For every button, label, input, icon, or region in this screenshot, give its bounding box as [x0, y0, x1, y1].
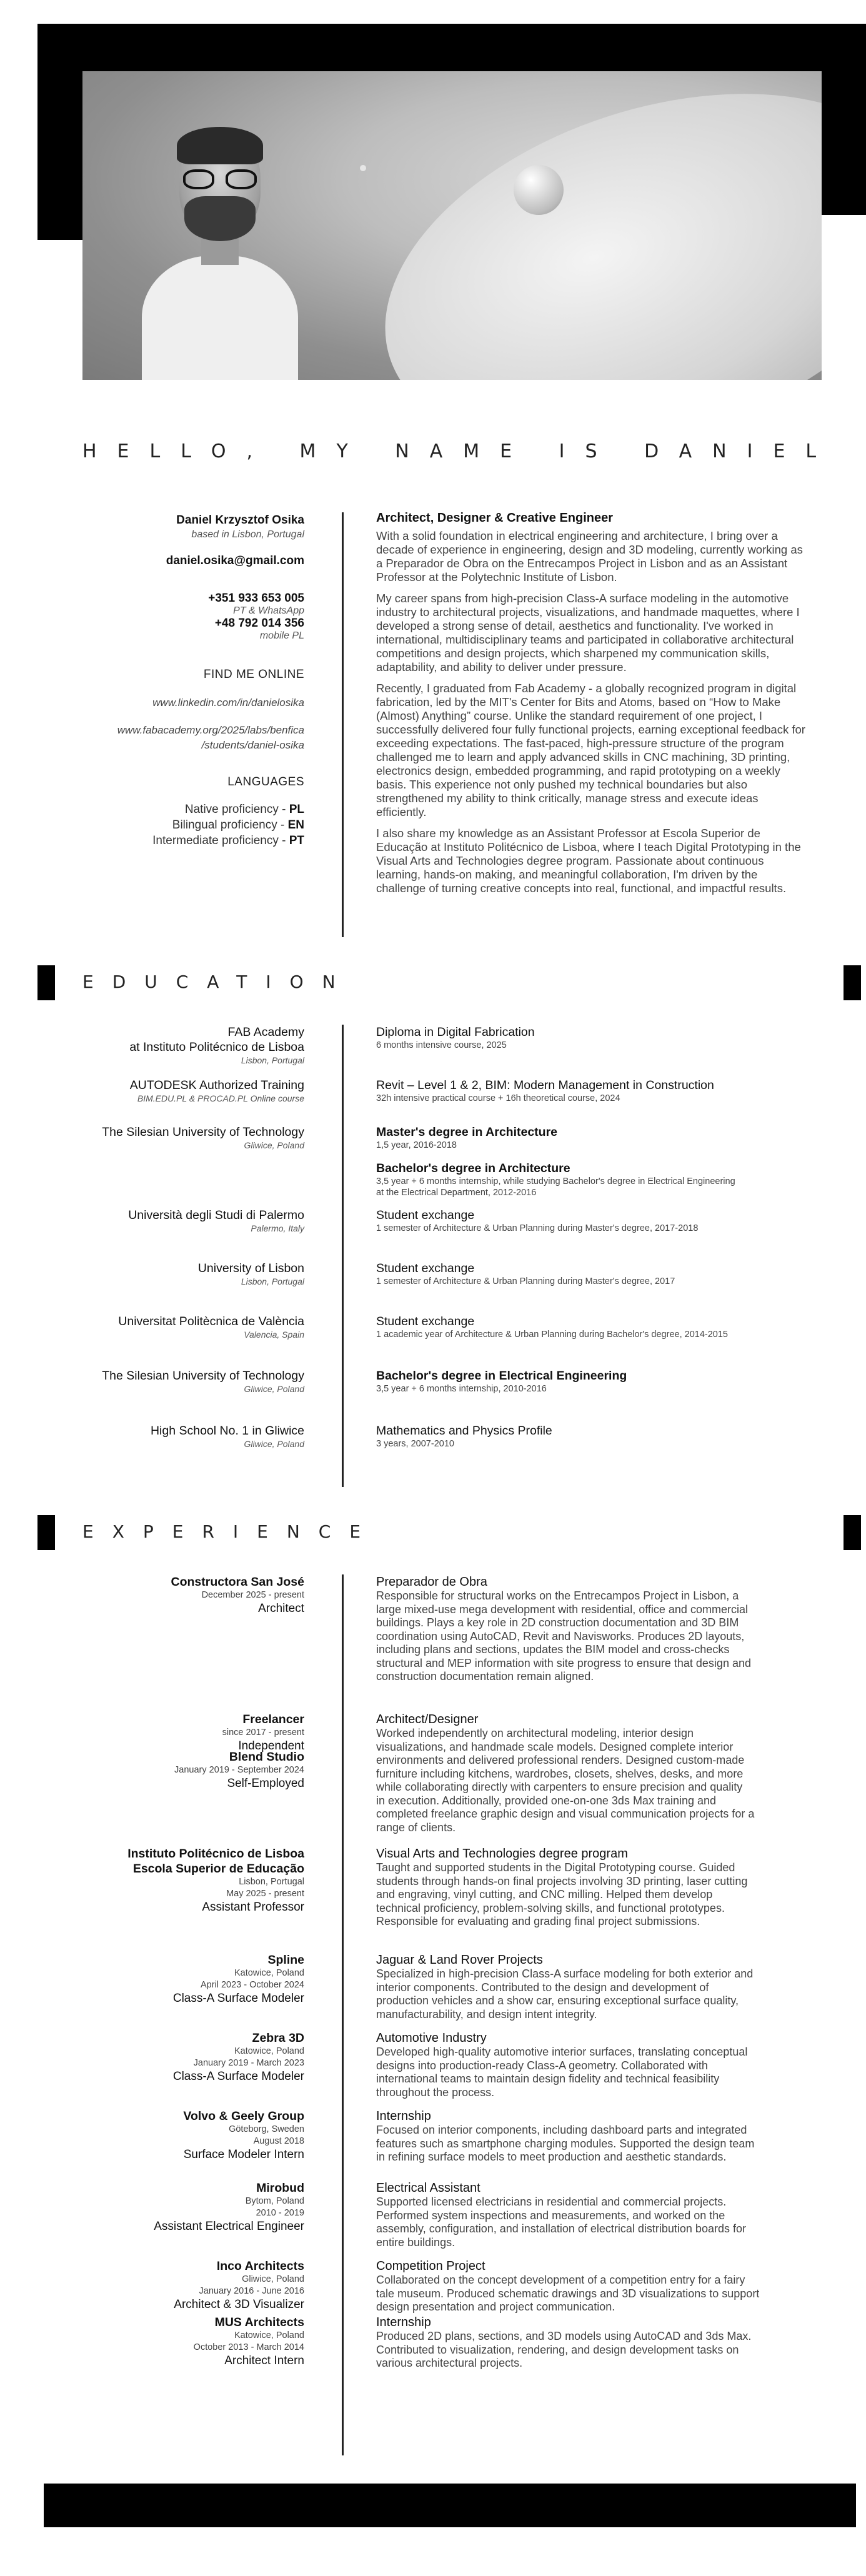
company-name: Inco Architects	[216, 2259, 304, 2273]
education-degree	[376, 1161, 807, 1198]
role-title: Self-Employed	[227, 1777, 304, 1790]
education-institution	[37, 1078, 304, 1104]
experience-description-line: Focused on interior components, including dashboard parts and integrated	[376, 2124, 747, 2136]
education-degree	[376, 1208, 807, 1234]
company-name: Mirobud	[256, 2181, 304, 2195]
education-heading: EDUCATION	[82, 972, 354, 992]
education-institution	[37, 1261, 304, 1287]
degree-details: 1 academic year of Architecture & Urban Planning during Bachelor's degree, 2014-2015	[376, 1330, 728, 1340]
about-divider	[342, 512, 344, 937]
hero-sphere	[514, 165, 564, 215]
degree-title: Bachelor's degree in Architecture	[376, 1161, 570, 1175]
degree-details: 1,5 year, 2016-2018	[376, 1140, 457, 1150]
company-name: Zebra 3D	[252, 2031, 304, 2045]
fabacademy-link[interactable]	[37, 723, 304, 753]
degree-title: Student exchange	[376, 1261, 475, 1275]
role-title: Surface Modeler Intern	[183, 2148, 304, 2161]
phone-pt[interactable]: +351 933 653 005	[208, 592, 304, 605]
experience-title: Internship	[376, 2109, 431, 2123]
hero-small-sphere	[360, 165, 366, 171]
degree-details: 6 months intensive course, 2025	[376, 1040, 507, 1050]
institution-name: The Silesian University of Technology	[102, 1369, 304, 1383]
experience-description	[376, 2181, 807, 2249]
fabacademy-link-line1: www.fabacademy.org/2025/labs/benfica	[117, 724, 304, 736]
experience-description-line: interior components. Contributed to the design and development of	[376, 1981, 709, 1994]
about-paragraph: My career spans from high-precision Class-A surface modeling in the automotive industry to architectural projects, visualizations, and handmade maquettes, where I developed a strong sense of detail, aesthetics and functionality. I've worked in international, multidisciplinary teams and participated in collaborative architectural competitions and design projects, which sharpened my communication skills, adaptability, and ability to deliver under pressure.	[376, 592, 800, 674]
education-institution	[37, 1125, 304, 1151]
degree-title: Diploma in Digital Fabrication	[376, 1025, 535, 1039]
experience-title: Competition Project	[376, 2259, 485, 2273]
degree-details: 3,5 year + 6 months internship, while studying Bachelor's degree in Electrical Engineering	[376, 1176, 735, 1186]
company-meta: Gliwice, Poland	[242, 2274, 304, 2284]
education-institution	[37, 1314, 304, 1340]
company-name: Volvo & Geely Group	[183, 2109, 304, 2123]
experience-description	[376, 1574, 807, 1684]
experience-description-line: visualizations, and handmade scale models. Designed complete interior	[376, 1740, 734, 1753]
section-marker-right	[844, 1515, 861, 1550]
experience-title: Electrical Assistant	[376, 2181, 480, 2195]
experience-company	[37, 2181, 304, 2234]
section-marker-left	[37, 1515, 55, 1550]
experience-description-line: students through hands-on final projects involving 3D printing, laser cutting	[376, 1874, 748, 1887]
experience-description-line: assembly, configuration, and installation of electrical distribution boards for	[376, 2222, 746, 2235]
experience-description-line: in refining surface models to meet production and aesthetic standards.	[376, 2151, 727, 2163]
experience-company	[37, 1952, 304, 2006]
header-black-panel-right	[822, 71, 866, 215]
experience-description-line: completed freelance graphic design and visual communication projects for a	[376, 1808, 755, 1820]
language-item: Bilingual proficiency - EN	[172, 818, 304, 832]
experience-description-line: range of clients.	[376, 1821, 456, 1834]
experience-description-line: Supported licensed electricians in residential and commercial projects.	[376, 2196, 727, 2208]
find-online-label: FIND ME ONLINE	[203, 668, 304, 681]
institution-location: Lisbon, Portugal	[241, 1055, 304, 1065]
footer-black-bar	[44, 2484, 856, 2527]
hero-abstract-wave	[340, 71, 822, 380]
company-meta: 2010 - 2019	[256, 2208, 304, 2218]
experience-description-line: in execution. Additionally, provided one-on-one 3ds Max training and	[376, 1794, 717, 1807]
experience-description-line: while collaborating directly with carpenters to ensure precision and quality	[376, 1781, 743, 1793]
degree-details: 3 years, 2007-2010	[376, 1439, 454, 1449]
header-black-bar	[37, 24, 866, 71]
experience-description-line: Produced 2D plans, sections, and 3D models using AutoCAD and 3ds Max.	[376, 2330, 752, 2342]
company-meta: January 2016 - June 2016	[199, 2286, 304, 2296]
language-item: Intermediate proficiency - PT	[152, 834, 304, 847]
phone-pl[interactable]: +48 792 014 356	[214, 617, 304, 630]
languages-list	[37, 802, 304, 848]
experience-company	[37, 1846, 304, 1915]
experience-title: Preparador de Obra	[376, 1575, 487, 1589]
experience-description-line: Collaborated on the concept development of a competition entry for a fairy	[376, 2274, 745, 2286]
about-paragraph: I also share my knowledge as an Assistant Professor at Escola Superior de Educação at Instituto Politécnico de Lisboa, where I teach Digital Prototyping in the Visual Arts and Technologies degree program. Passionate about continuous learning, hands-on making, and meaningful collaboration, I'm driven by the challenge of turning creative concepts into real, functional, and impactful results.	[376, 827, 801, 895]
experience-description	[376, 1846, 807, 1929]
education-degree	[376, 1078, 807, 1104]
degree-details: 3,5 year + 6 months internship, 2010-2016	[376, 1384, 547, 1394]
institution-location: Lisbon, Portugal	[241, 1276, 304, 1286]
company-meta: January 2019 - March 2023	[193, 2058, 304, 2068]
experience-description-line: technical proficiency, problem-solving skills, and functional prototypes.	[376, 1901, 725, 1914]
experience-description-line: Responsible for structural works on the Entrecampos Project in Lisbon, a	[376, 1589, 739, 1602]
fabacademy-link-line2: /students/daniel-osika	[201, 739, 304, 751]
about-title: Architect, Designer & Creative Engineer	[376, 511, 614, 525]
experience-description-line: various architectural projects.	[376, 2357, 523, 2369]
experience-description-line: Taught and supported students in the Digital Prototyping course. Guided	[376, 1861, 735, 1874]
company-meta: August 2018	[253, 2136, 304, 2146]
linkedin-link[interactable]: www.linkedin.com/in/danielosika	[152, 697, 304, 709]
experience-description-line: structural and MEP information with site progress to ensure that design and	[376, 1656, 751, 1669]
experience-description-line: Developed high-quality automotive interior surfaces, translating conceptual	[376, 2046, 748, 2058]
languages-label: LANGUAGES	[227, 775, 304, 788]
institution-location: Gliwice, Poland	[244, 1384, 304, 1394]
company-meta: Katowice, Poland	[234, 2046, 304, 2056]
experience-company	[37, 2031, 304, 2084]
experience-description-line: large mixed-use mega development with residential, office and commercial	[376, 1603, 748, 1616]
experience-description-line: construction documentation remain aligned.	[376, 1670, 594, 1683]
company-meta: January 2019 - September 2024	[174, 1765, 304, 1775]
language-item: Native proficiency - PL	[184, 803, 304, 816]
experience-description	[376, 2315, 807, 2370]
institution-name: FAB Academy	[227, 1025, 304, 1039]
company-meta: Lisbon, Portugal	[239, 1877, 304, 1887]
about-panel	[376, 511, 807, 903]
role-title: Architect & 3D Visualizer	[174, 2298, 304, 2311]
institution-name: AUTODESK Authorized Training	[129, 1078, 304, 1092]
hero-image	[82, 71, 822, 380]
experience-description-line: environments and delivered professional renders. Designed custom-made	[376, 1754, 745, 1766]
education-institution	[37, 1368, 304, 1395]
experience-description	[376, 2031, 807, 2099]
section-marker-right	[844, 965, 861, 1000]
company-meta: Katowice, Poland	[234, 2330, 304, 2340]
experience-company	[37, 1574, 304, 1616]
experience-description-line: coordination using AutoCAD, Revit and Navisworks. Produces 2D layouts,	[376, 1629, 745, 1643]
role-title: Architect Intern	[224, 2354, 304, 2367]
about-paragraph: Recently, I graduated from Fab Academy - a globally recognized program in digital fabrication, led by the MIT's Center for Bits and Atoms, based on “How to Make (Almost) Anything” course. Unlike the standard requirement of one project, I successfully delivered four fully functional projects, earning exceptional feedback for exceeding expectations. The fast-paced, high-pressure structure of the program challenged me to learn and apply advanced skills in CNC machining, 3D printing, electronics design, embedded programming, and rapid prototyping on a weekly basis. This experience not only pushed my technical boundaries but also strengthened my ability to think critically, manage stress and execute ideas efficiently.	[376, 682, 805, 818]
phone-pl-note: mobile PL	[259, 630, 304, 641]
education-institution	[37, 1423, 304, 1450]
company-name: MUS Architects	[214, 2315, 304, 2329]
experience-description-line: Performed system inspections and measurements, and worked on the	[376, 2209, 725, 2222]
company-name: Spline	[267, 1953, 304, 1967]
education-degree	[376, 1314, 807, 1340]
degree-title: Master's degree in Architecture	[376, 1125, 558, 1139]
company-meta: December 2025 - present	[201, 1590, 304, 1600]
role-title: Class-A Surface Modeler	[172, 1992, 304, 2005]
experience-title: Architect/Designer	[376, 1713, 479, 1726]
role-title: Assistant Professor	[202, 1901, 304, 1914]
education-degree	[376, 1368, 807, 1395]
institution-location: Gliwice, Poland	[244, 1439, 304, 1449]
degree-title: Bachelor's degree in Electrical Engineering	[376, 1369, 627, 1383]
education-divider	[342, 1025, 344, 1487]
role-title: Independent	[238, 1739, 304, 1753]
about-paragraph: With a solid foundation in electrical engineering and architecture, I bring over a decade of experience in engineering, design and 3D modeling, currently working as a Preparador de Obra on the Entrecampos Project in Lisbon and as an Assistant Professor at the Polytechnic Institute of Lisbon.	[376, 529, 803, 584]
degree-details: 1 semester of Architecture & Urban Planning during Master's degree, 2017-2018	[376, 1223, 699, 1233]
experience-description-line: Specialized in high-precision Class-A surface modeling for both exterior and	[376, 1967, 754, 1980]
experience-description-line: including plans and sections, updates the BIM model and cross-checks	[376, 1643, 730, 1656]
institution-location: Gliwice, Poland	[244, 1140, 304, 1150]
education-degree	[376, 1125, 807, 1151]
degree-title: Mathematics and Physics Profile	[376, 1424, 552, 1438]
education-degree	[376, 1025, 807, 1051]
experience-company	[37, 2109, 304, 2162]
experience-company	[37, 1749, 304, 1791]
company-name: Constructora San José	[171, 1575, 304, 1589]
experience-description	[376, 1952, 807, 2021]
experience-description-line: throughout the process.	[376, 2086, 495, 2099]
experience-description	[376, 1712, 807, 1834]
company-meta: Katowice, Poland	[234, 1968, 304, 1978]
education-institution	[37, 1025, 304, 1066]
greeting-heading: HELLO, MY NAME IS DANIEL	[82, 440, 837, 462]
experience-title: Jaguar & Land Rover Projects	[376, 1953, 543, 1967]
experience-description-line: designs into production-ready Class-A geometry. Collaborated with	[376, 2059, 708, 2072]
company-meta: October 2013 - March 2014	[193, 2342, 304, 2352]
education-degree	[376, 1423, 807, 1450]
company-name: Instituto Politécnico de Lisboa	[127, 1847, 304, 1861]
experience-company	[37, 2315, 304, 2369]
institution-location: BIM.EDU.PL & PROCAD.PL Online course	[137, 1093, 304, 1103]
company-meta: April 2023 - October 2024	[200, 1980, 304, 1990]
header-black-panel-left	[37, 71, 82, 240]
institution-name: Università degli Studi di Palermo	[128, 1208, 304, 1222]
experience-description-line: and engraving, vinyl cutting, and CNC milling. Helped them develop	[376, 1888, 713, 1901]
role-title: Architect	[258, 1602, 304, 1615]
institution-name: Universitat Politècnica de València	[118, 1315, 304, 1328]
experience-company	[37, 1712, 304, 1754]
degree-details: 32h intensive practical course + 16h theoretical course, 2024	[376, 1093, 620, 1103]
education-degree	[376, 1261, 807, 1287]
experience-divider	[342, 1574, 344, 2455]
experience-title: Internship	[376, 2315, 431, 2329]
experience-description-line: manufacturability, and design intent integrity.	[376, 2007, 597, 2021]
degree-details: 1 semester of Architecture & Urban Planning during Master's degree, 2017	[376, 1276, 675, 1286]
contact-panel	[37, 514, 304, 848]
section-marker-left	[37, 965, 55, 1000]
institution-name: The Silesian University of Technology	[102, 1125, 304, 1139]
experience-description-line: Responsible for evaluating and grading final project submissions.	[376, 1915, 700, 1927]
company-meta: since 2017 - present	[222, 1728, 304, 1738]
company-name: Freelancer	[242, 1713, 304, 1726]
experience-description	[376, 2259, 807, 2314]
company-name: Blend Studio	[229, 1750, 304, 1764]
degree-title: Student exchange	[376, 1208, 475, 1222]
experience-description-line: Worked independently on architectural modeling, interior design	[376, 1727, 694, 1739]
experience-description-line: international teams to maintain design fidelity and technical feasibility	[376, 2072, 720, 2085]
experience-heading: EXPERIENCE	[82, 1521, 380, 1542]
experience-description-line: features such as smartphone charging modules. Supported the design team	[376, 2137, 755, 2150]
experience-description-line: tale museum. Produced schematic drawings and 3D visualizations to support	[376, 2287, 760, 2300]
experience-description	[376, 2109, 807, 2164]
full-name: Daniel Krzysztof Osika	[176, 514, 304, 527]
experience-description-line: furniture including kitchens, wardrobes, closets, shelves, desks, and more	[376, 1767, 744, 1780]
company-name-line2: Escola Superior de Educação	[132, 1862, 304, 1876]
institution-name-line2: at Instituto Politécnico de Lisboa	[129, 1040, 304, 1054]
degree-details-line2: at the Electrical Department, 2012-2016	[376, 1188, 537, 1198]
degree-title: Student exchange	[376, 1315, 475, 1328]
experience-company	[37, 2259, 304, 2312]
degree-title: Revit – Level 1 & 2, BIM: Modern Management in Construction	[376, 1078, 714, 1092]
experience-description-line: buildings. Plays a key role in 2D construction documentation and 3D BIM	[376, 1616, 739, 1629]
education-institution	[37, 1208, 304, 1234]
role-title: Class-A Surface Modeler	[172, 2070, 304, 2083]
experience-title: Automotive Industry	[376, 2031, 487, 2045]
experience-title: Visual Arts and Technologies degree program	[376, 1847, 628, 1861]
experience-description-line: production vehicles and a show car, ensuring exceptional surface quality,	[376, 1994, 739, 2007]
institution-name: University of Lisbon	[197, 1261, 304, 1275]
role-title: Assistant Electrical Engineer	[154, 2220, 304, 2233]
experience-description-line: design presentation and project communication.	[376, 2300, 615, 2313]
company-meta: Göteborg, Sweden	[229, 2124, 304, 2134]
institution-location: Valencia, Spain	[244, 1330, 304, 1340]
institution-location: Palermo, Italy	[251, 1223, 304, 1233]
experience-description-line: entire buildings.	[376, 2235, 455, 2249]
email-link[interactable]: daniel.osika@gmail.com	[166, 554, 304, 567]
phone-pt-note: PT & WhatsApp	[233, 605, 304, 616]
company-meta: Bytom, Poland	[245, 2196, 304, 2206]
location: based in Lisbon, Portugal	[191, 529, 304, 540]
institution-name: High School No. 1 in Gliwice	[150, 1424, 304, 1438]
profile-photo	[142, 131, 298, 380]
company-meta: May 2025 - present	[226, 1889, 304, 1899]
experience-description-line: Contributed to visualization, rendering, and design development tasks on	[376, 2343, 739, 2356]
